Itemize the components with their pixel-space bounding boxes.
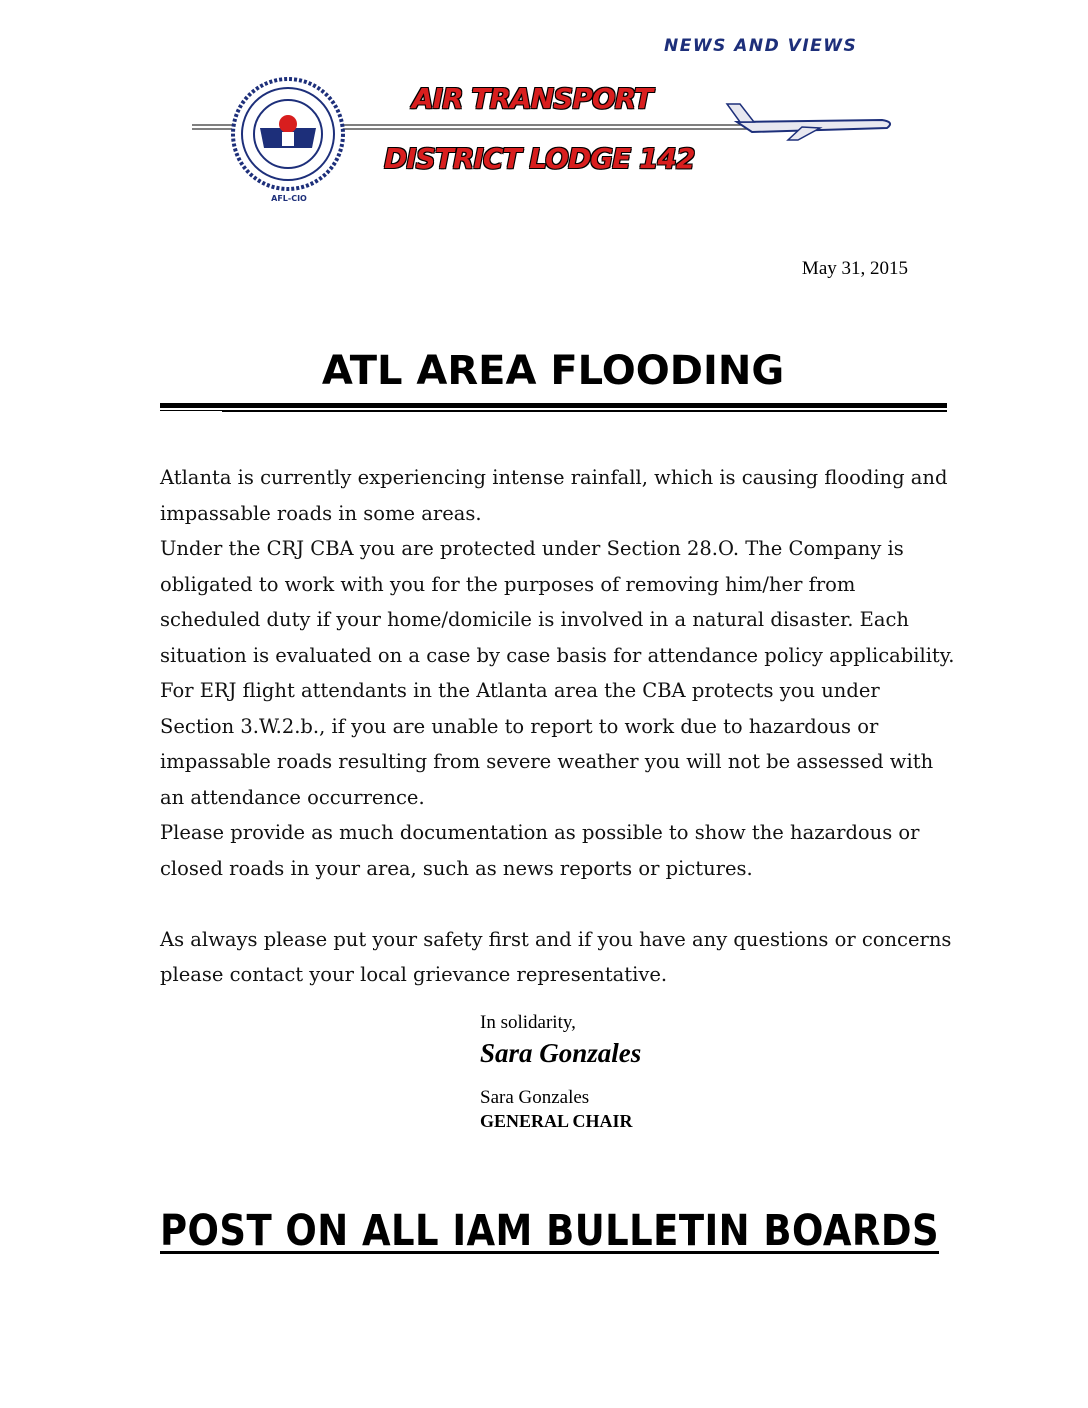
iam-seal-icon: [230, 76, 346, 192]
letterhead-tagline: NEWS AND VIEWS: [664, 36, 858, 56]
signer-title: GENERAL CHAIR: [480, 1111, 633, 1131]
page-title: ATL AREA FLOODING: [321, 348, 785, 394]
title-rule-left: [160, 410, 222, 411]
title-rule-thin: [222, 410, 947, 412]
signer-name: Sara Gonzales: [480, 1087, 590, 1108]
post-notice: POST ON ALL IAM BULLETIN BOARDS: [160, 1206, 940, 1256]
closing: In solidarity,: [480, 1012, 576, 1033]
org-line-2: DISTRICT LODGE 142: [384, 142, 695, 175]
paragraph: Under the CRJ CBA you are protected under Section 28.O. The Company is obligated to work with you for the purposes of removing him/her from scheduled duty if your home/domicile is involved in a natural disaster. Each situation is evaluated on a case by case basis for attendance policy applicability.: [160, 537, 955, 667]
bulletin-body: [160, 460, 960, 993]
paragraph-gap: [160, 886, 960, 922]
paragraph: Please provide as much documentation as possible to show the hazardous or closed roads in your area, such as news reports or pictures.: [160, 821, 920, 880]
org-line-1: AIR TRANSPORT: [412, 82, 653, 115]
paragraph: Atlanta is currently experiencing intense rainfall, which is causing flooding and impassable roads in some areas.: [160, 466, 948, 525]
title-rule: [160, 403, 947, 408]
paragraph: As always please put your safety first and if you have any questions or concerns please contact your local grievance representative.: [160, 927, 952, 986]
airplane-icon: [727, 104, 890, 140]
logo-caption: AFL-CIO: [271, 194, 307, 203]
document-date: May 31, 2015: [801, 258, 908, 279]
signature: Sara Gonzales: [480, 1038, 642, 1068]
paragraph: For ERJ flight attendants in the Atlanta area the CBA protects you under Section 3.W.2.b., if you are unable to report to work due to hazardous or impassable roads resulting from severe weather you will not be assessed with an attendance occurrence.: [160, 679, 934, 809]
